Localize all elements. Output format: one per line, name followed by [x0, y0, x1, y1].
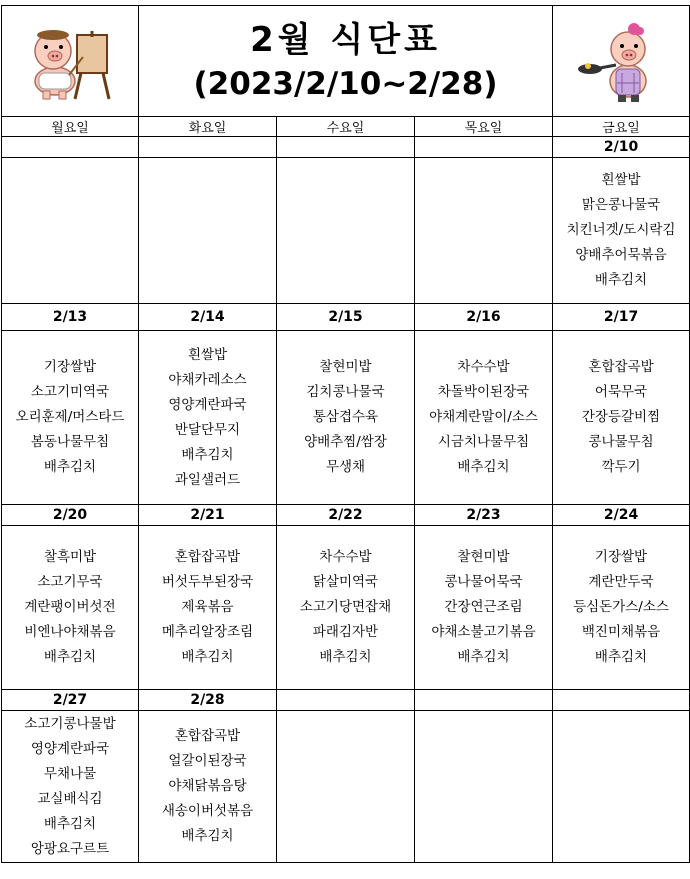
menu-item: 찰현미밥 — [319, 359, 372, 375]
menu-item: 오리훈제/머스타드 — [15, 409, 125, 425]
menu-item: 혼합잡곡밥 — [174, 549, 241, 565]
date-cell: 2/21 — [139, 505, 277, 526]
menu-row — [2, 331, 690, 505]
date-cell — [277, 137, 415, 158]
menu-item: 배추김치 — [43, 459, 97, 475]
menu-item: 배추김치 — [181, 649, 234, 665]
page-period: (2023/2/10~2/28) — [193, 66, 498, 102]
date-cell — [415, 137, 553, 158]
menu-cell — [139, 158, 277, 304]
menu-item: 혼합잡곡밥 — [174, 728, 241, 744]
menu-cell — [415, 526, 553, 690]
menu-cell — [2, 331, 139, 505]
menu-cell — [139, 331, 277, 505]
menu-item: 백진미채볶음 — [581, 624, 661, 640]
menu-item: 앙팡요구르트 — [30, 840, 110, 857]
right-pig-illustration — [553, 6, 690, 117]
menu-cell — [553, 331, 690, 505]
title-block — [139, 6, 553, 117]
pig-painter-icon — [25, 21, 115, 101]
pig-chef-icon — [576, 19, 666, 103]
menu-item: 통삼겹수육 — [312, 409, 379, 425]
date-cell — [415, 690, 553, 711]
date-cell: 2/27 — [2, 690, 139, 711]
menu-item: 기장쌀밥 — [43, 359, 97, 375]
menu-item: 찰현미밥 — [457, 549, 510, 565]
menu-item: 봄동나물무침 — [30, 434, 110, 450]
date-cell: 2/22 — [277, 505, 415, 526]
menu-cell — [415, 158, 553, 304]
weekday-label: 화요일 — [139, 117, 277, 137]
menu-cell — [139, 526, 277, 690]
date-cell: 2/17 — [553, 304, 690, 331]
date-row — [2, 505, 690, 526]
menu-item: 소고기미역국 — [30, 384, 110, 400]
menu-item: 계란만두국 — [588, 574, 654, 590]
menu-cell — [415, 331, 553, 505]
menu-item: 배추김치 — [319, 649, 372, 665]
weekday-label: 목요일 — [415, 117, 553, 137]
menu-item: 차돌박이된장국 — [437, 384, 530, 400]
title-row — [2, 6, 690, 117]
menu-row — [2, 158, 690, 304]
menu-item: 양배추찜/쌈장 — [304, 434, 387, 450]
menu-item: 영양계란파국 — [30, 740, 110, 757]
menu-item: 콩나물어묵국 — [444, 574, 523, 590]
menu-item: 깍두기 — [601, 459, 641, 475]
menu-cell — [553, 711, 690, 863]
menu-item: 맑은콩나물국 — [581, 197, 661, 213]
menu-item: 영양계란파국 — [168, 396, 247, 413]
menu-item: 배추김치 — [43, 815, 97, 832]
menu-item: 소고기무국 — [37, 574, 103, 590]
weekday-label: 월요일 — [2, 117, 139, 137]
menu-cell — [139, 711, 277, 863]
date-cell: 2/24 — [553, 505, 690, 526]
menu-item: 차수수밥 — [319, 549, 372, 565]
menu-item: 버섯두부된장국 — [161, 574, 254, 590]
menu-item: 차수수밥 — [457, 359, 510, 375]
menu-item: 김치콩나물국 — [306, 384, 385, 400]
date-row — [2, 690, 690, 711]
menu-item: 흰쌀밥 — [601, 172, 641, 188]
weekday-header-row — [2, 117, 690, 137]
menu-item: 무채나물 — [43, 765, 97, 782]
menu-cell — [277, 526, 415, 690]
weekday-label: 금요일 — [553, 117, 690, 137]
menu-item: 혼합잡곡밥 — [588, 359, 654, 375]
menu-item: 배추김치 — [181, 446, 234, 463]
menu-item: 간장연근조림 — [444, 599, 523, 615]
menu-cell — [277, 711, 415, 863]
menu-cell — [553, 158, 690, 304]
menu-cell — [415, 711, 553, 863]
menu-item: 배추김치 — [594, 649, 648, 665]
menu-row — [2, 711, 690, 863]
menu-item: 야채닭볶음탕 — [168, 778, 247, 794]
menu-cell — [277, 331, 415, 505]
menu-item: 배추김치 — [457, 649, 510, 665]
date-cell — [2, 137, 139, 158]
menu-item: 등심돈가스/소스 — [573, 599, 669, 615]
menu-item: 찰흑미밥 — [43, 549, 97, 565]
date-cell: 2/14 — [139, 304, 277, 331]
date-cell — [553, 690, 690, 711]
menu-item: 소고기당면잡채 — [299, 599, 392, 615]
menu-item: 얼갈이된장국 — [168, 753, 247, 769]
menu-item: 닭살미역국 — [312, 574, 379, 590]
left-pig-illustration — [2, 6, 139, 117]
menu-cell — [2, 711, 139, 863]
date-cell — [277, 690, 415, 711]
menu-cell — [553, 526, 690, 690]
page-title: 2월 식단표 — [250, 20, 441, 60]
menu-item: 콩나물무침 — [588, 434, 654, 450]
menu-item: 교실배식김 — [37, 790, 103, 807]
menu-row — [2, 526, 690, 690]
menu-item: 기장쌀밥 — [594, 549, 648, 565]
date-cell: 2/20 — [2, 505, 139, 526]
date-cell — [139, 137, 277, 158]
menu-item: 야채소불고기볶음 — [431, 624, 536, 640]
menu-item: 메추리알장조림 — [161, 624, 254, 640]
menu-item: 치킨너겟/도시락김 — [566, 222, 676, 238]
date-cell: 2/10 — [553, 137, 690, 158]
menu-item: 흰쌀밥 — [187, 346, 228, 363]
menu-cell — [2, 526, 139, 690]
menu-item: 배추김치 — [594, 272, 648, 288]
menu-item: 새송이버섯볶음 — [161, 803, 254, 819]
date-cell: 2/15 — [277, 304, 415, 331]
menu-item: 시금치나물무침 — [437, 434, 530, 450]
menu-item: 어묵무국 — [594, 384, 648, 400]
menu-item: 파래김자반 — [312, 624, 379, 640]
menu-item: 무생채 — [325, 459, 366, 475]
menu-item: 소고기콩나물밥 — [24, 715, 116, 732]
date-row — [2, 304, 690, 331]
meal-plan-table — [1, 5, 690, 863]
menu-item: 간장등갈비찜 — [581, 409, 661, 425]
menu-item: 반달단무지 — [174, 421, 241, 438]
menu-item: 배추김치 — [457, 459, 510, 475]
menu-item: 야채계란말이/소스 — [429, 409, 538, 425]
menu-item: 비엔나야채볶음 — [24, 624, 116, 640]
date-row — [2, 137, 690, 158]
menu-item: 배추김치 — [181, 828, 234, 844]
menu-cell — [2, 158, 139, 304]
date-cell: 2/13 — [2, 304, 139, 331]
menu-item: 계란팽이버섯전 — [24, 599, 116, 615]
menu-item: 배추김치 — [43, 649, 97, 665]
menu-item: 양배추어묵볶음 — [575, 247, 667, 263]
menu-item: 과일샐러드 — [174, 471, 241, 488]
date-cell: 2/16 — [415, 304, 553, 331]
menu-item: 제육볶음 — [181, 599, 234, 615]
date-cell: 2/28 — [139, 690, 277, 711]
menu-item: 야채카레소스 — [168, 371, 247, 388]
weekday-label: 수요일 — [277, 117, 415, 137]
date-cell: 2/23 — [415, 505, 553, 526]
menu-cell — [277, 158, 415, 304]
